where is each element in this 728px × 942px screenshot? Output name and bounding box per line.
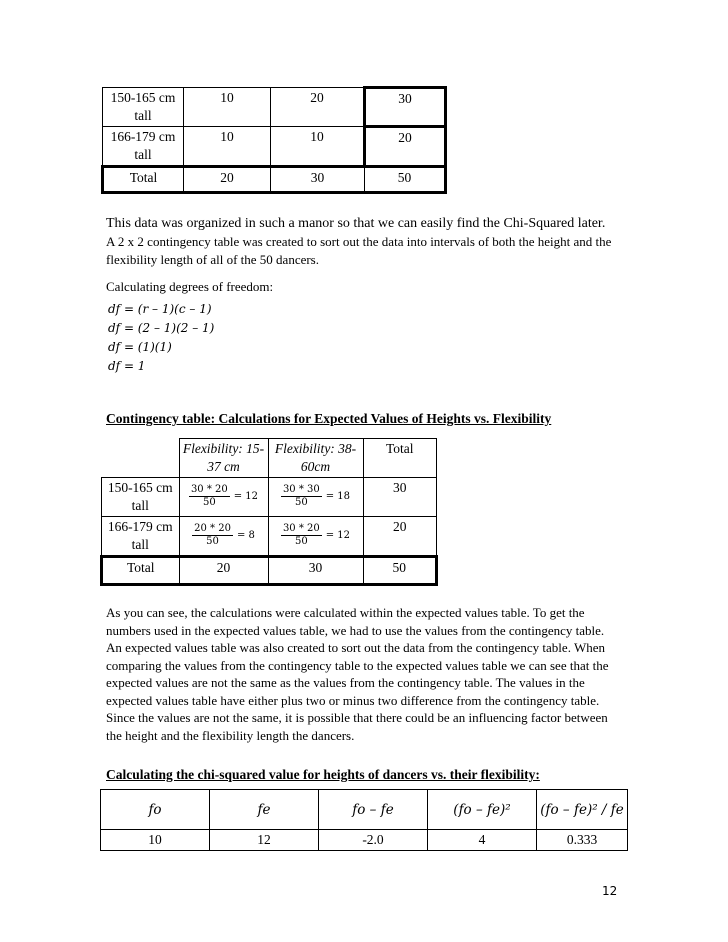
paragraph-analysis: As you can see, the calculations were calculated within the expected values table. To get the numbers used in the expected values table, we had to use the values from the contingency table. An expected values table was also created to sort out the data from the contingency table. When comparing the values from the contingency table to the expected values table we can see that the expected values are not the same as the values from the contingency table. The values in the expected values table have either plus two or minus two difference from the contingency table. Since the values are not the same, it is possible that there could be an influencing factor between the height and the flexibility length the dancers.	[106, 605, 609, 743]
cell: -2.0	[319, 830, 428, 851]
cell: 50	[363, 557, 437, 585]
heading-expected-values: Contingency table: Calculations for Expected Values of Heights vs. Flexibility	[106, 411, 552, 426]
paragraph-contingency: A 2 x 2 contingency table was created to sort out the data into intervals of both the height and the flexibility length of all of the 50 dancers.	[106, 234, 612, 267]
fraction-denominator: 50	[294, 497, 308, 508]
expected-cell	[179, 478, 268, 517]
cell: 4	[428, 830, 537, 851]
cell: 20	[365, 127, 446, 167]
cell: 10	[184, 127, 271, 167]
fraction-denominator: 50	[206, 536, 219, 547]
cell: 20	[179, 557, 268, 585]
header-fe: fe	[210, 790, 319, 830]
table-header-row	[101, 790, 628, 830]
equation-line: df = 1	[108, 359, 146, 373]
cell: 10	[184, 88, 271, 127]
table-row	[103, 127, 446, 167]
paragraph-df-title: Calculating degrees of freedom:	[106, 279, 274, 294]
expected-cell	[268, 478, 363, 517]
fraction-numerator: 30 * 30	[282, 484, 320, 495]
heading-chi-squared: Calculating the chi-squared value for heights of dancers vs. their flexibility:	[106, 767, 540, 782]
header-fo-minus-fe-squared: (fo – fe)²	[428, 790, 537, 830]
row-label: 150-165 cm tall	[102, 478, 180, 517]
table-row	[103, 167, 446, 193]
cell: 30	[268, 557, 363, 585]
expected-cell	[179, 517, 268, 557]
row-label: Total	[103, 167, 184, 193]
fraction-denominator: 50	[202, 497, 216, 508]
table-row	[102, 517, 437, 557]
row-label: 166-179 cm tall	[103, 127, 184, 167]
cell: 20	[271, 88, 365, 127]
fraction-numerator: 30 * 20	[282, 523, 320, 534]
header-fo: fo	[101, 790, 210, 830]
empty-corner	[102, 439, 180, 478]
cell: 10	[101, 830, 210, 851]
fraction-result: = 12	[233, 490, 259, 502]
table-row	[102, 478, 437, 517]
row-label: 166-179 cm tall	[102, 517, 180, 557]
table-row	[101, 830, 628, 851]
page-number: 12	[602, 884, 618, 898]
cell: 0.333	[537, 830, 628, 851]
table-expected-values	[100, 438, 438, 586]
fraction-result: = 12	[325, 529, 351, 541]
cell: 30	[365, 88, 446, 127]
cell: 50	[365, 167, 446, 193]
cell: 30	[363, 478, 437, 517]
paragraph-intro: This data was organized in such a manor so that we can easily find the Chi-Squared later.	[106, 216, 606, 231]
cell: 20	[363, 517, 437, 557]
header-flexibility-38-60: Flexibility: 38-60cm	[268, 439, 363, 478]
table-row	[103, 88, 446, 127]
expected-cell	[268, 517, 363, 557]
fraction-result: = 18	[325, 490, 351, 502]
header-flexibility-15-37: Flexibility: 15-37 cm	[179, 439, 268, 478]
cell: 10	[271, 127, 365, 167]
fraction-result: = 8	[236, 529, 255, 541]
degrees-of-freedom-equations	[108, 300, 214, 376]
row-label: Total	[102, 557, 180, 585]
header-total: Total	[363, 439, 437, 478]
table-row	[102, 557, 437, 585]
header-fo-minus-fe: fo – fe	[319, 790, 428, 830]
table-header-row	[102, 439, 437, 478]
table-height-flexibility-counts	[101, 86, 447, 194]
header-chi-term: (fo – fe)² / fe	[537, 790, 628, 830]
cell: 20	[184, 167, 271, 193]
fraction-denominator: 50	[294, 536, 308, 547]
table-chi-squared	[100, 789, 628, 851]
equation-line: df = (1)(1)	[108, 340, 172, 354]
equation-line: df = (2 – 1)(2 – 1)	[108, 321, 215, 335]
fraction-numerator: 30 * 20	[190, 484, 228, 495]
row-label: 150-165 cm tall	[103, 88, 184, 127]
cell: 12	[210, 830, 319, 851]
cell: 30	[271, 167, 365, 193]
equation-line: df = (r – 1)(c – 1)	[108, 302, 212, 316]
fraction-numerator: 20 * 20	[194, 523, 231, 534]
